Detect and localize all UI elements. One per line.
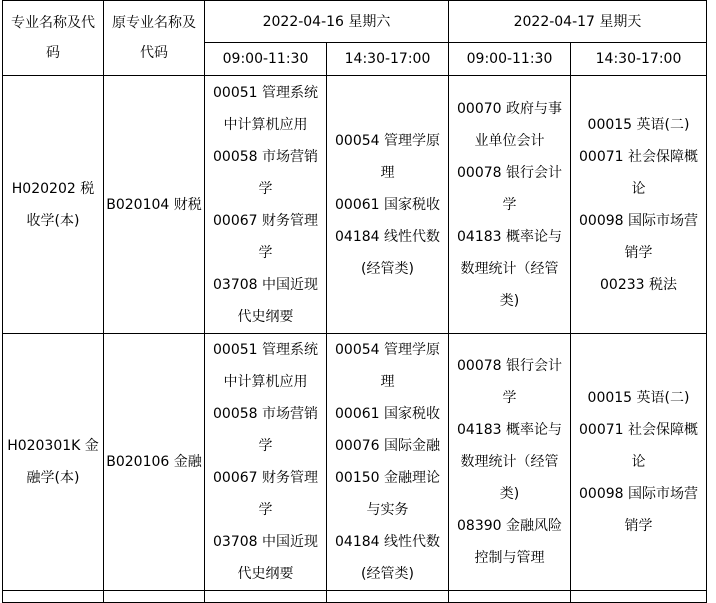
header-time-4: 14:30-17:00 <box>571 43 707 76</box>
course-item: 00070 政府与事业单位会计 <box>457 100 562 149</box>
session-cell <box>327 76 449 334</box>
orig-major-cell: B020104 财税 <box>104 76 205 334</box>
course-item: 00067 财务管理学 <box>213 212 318 261</box>
course-item: 03708 中国近现代史纲要 <box>213 534 318 582</box>
course-item: 04183 概率论与数理统计（经管类) <box>457 422 562 502</box>
session-cell <box>449 76 571 334</box>
course-item: 00051 管理系统中计算机应用 <box>213 84 318 133</box>
empty-cell <box>205 591 327 603</box>
orig-major-cell: B020106 金融 <box>104 334 205 591</box>
session-cell <box>571 334 707 591</box>
course-item: 00061 国家税收 <box>335 196 440 213</box>
table-row-continuation <box>3 591 707 603</box>
course-item: 00078 银行会计学 <box>457 358 562 406</box>
course-item: 00061 国家税收 <box>335 406 440 422</box>
course-item: 04184 线性代数(经管类) <box>335 228 440 277</box>
course-item: 00015 英语(二) <box>587 390 690 406</box>
header-major: 专业名称及代码 <box>3 1 104 76</box>
session-cell <box>205 76 327 334</box>
course-item: 00071 社会保障概论 <box>579 148 698 197</box>
session-cell <box>327 334 449 591</box>
course-item: 04183 概率论与数理统计（经管类) <box>457 228 562 309</box>
session-cell <box>449 334 571 591</box>
empty-cell <box>327 591 449 603</box>
course-item: 00054 管理学原理 <box>335 132 440 181</box>
empty-cell <box>104 591 205 603</box>
header-date-2: 2022-04-17 星期天 <box>449 1 707 43</box>
course-item: 00058 市场营销学 <box>213 148 318 197</box>
course-item: 08390 金融风险控制与管理 <box>457 518 562 566</box>
course-item: 00150 金融理论与实务 <box>335 470 440 518</box>
empty-cell <box>571 591 707 603</box>
header-time-2: 14:30-17:00 <box>327 43 449 76</box>
course-item: 00054 管理学原理 <box>335 342 440 390</box>
course-item: 04184 线性代数(经管类) <box>335 534 440 582</box>
course-item: 03708 中国近现代史纲要 <box>213 276 318 325</box>
course-item: 00015 英语(二) <box>587 116 690 133</box>
header-orig-major: 原专业名称及代码 <box>104 1 205 76</box>
major-cell: H020301K 金融学(本) <box>3 334 104 591</box>
course-item: 00071 社会保障概论 <box>579 422 698 470</box>
session-cell <box>205 334 327 591</box>
course-item: 00051 管理系统中计算机应用 <box>213 342 318 390</box>
table-row <box>3 76 707 334</box>
exam-schedule-table <box>2 0 707 603</box>
header-date-1: 2022-04-16 星期六 <box>205 1 449 43</box>
course-item: 00098 国际市场营销学 <box>579 486 698 534</box>
major-cell: H020202 税收学(本) <box>3 76 104 334</box>
header-time-3: 09:00-11:30 <box>449 43 571 76</box>
table-row <box>3 334 707 591</box>
header-time-1: 09:00-11:30 <box>205 43 327 76</box>
course-item: 00076 国际金融 <box>335 438 440 454</box>
course-item: 00233 税法 <box>600 276 677 293</box>
course-item: 00078 银行会计学 <box>457 164 562 213</box>
header-row-dates <box>3 1 707 43</box>
empty-cell <box>3 591 104 603</box>
course-item: 00098 国际市场营销学 <box>579 212 698 261</box>
session-cell <box>571 76 707 334</box>
course-item: 00067 财务管理学 <box>213 470 318 518</box>
course-item: 00058 市场营销学 <box>213 406 318 454</box>
empty-cell <box>449 591 571 603</box>
